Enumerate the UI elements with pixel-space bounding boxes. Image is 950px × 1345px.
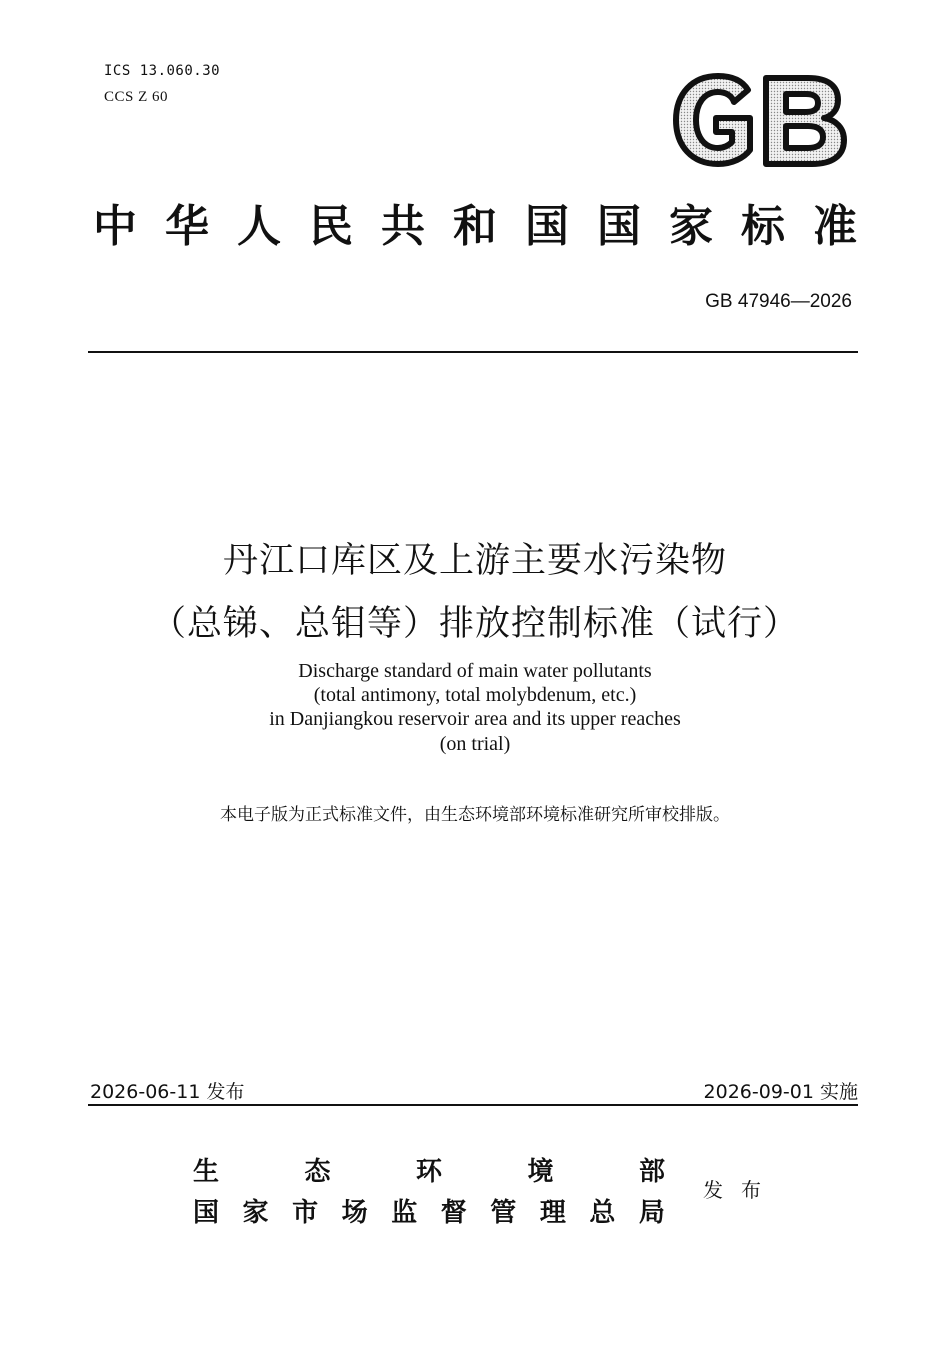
issuer-ministry-char: 境 [527, 1157, 554, 1187]
gb-logo [668, 72, 850, 168]
issuer-ministry-char: 态 [304, 1157, 331, 1187]
top-divider [88, 351, 858, 353]
chinese-title-line-1: 丹江口库区及上游主要水污染物 [222, 541, 727, 581]
issuer-administration [193, 1192, 665, 1229]
issue-date: 2026-06-11 发布 [90, 1081, 245, 1103]
issuer-admin-char: 局 [638, 1198, 665, 1228]
issuer-admin-char: 管 [490, 1198, 517, 1228]
issuer-admin-char: 市 [292, 1198, 319, 1228]
standard-number: GB 47946—2026 [705, 291, 852, 312]
bottom-divider [88, 1104, 858, 1106]
issuer-admin-char: 监 [391, 1198, 418, 1228]
electronic-version-notice: 本电子版为正式标准文件，由生态环境部环境标准研究所审校排版。 [220, 805, 730, 825]
english-title-line-4: (on trial) [439, 733, 511, 755]
ccs-code: CCS Z 60 [104, 89, 169, 105]
english-title-line-1: Discharge standard of main water pollutants [298, 660, 652, 682]
national-standard-title: 中华人民共和国国家标准 [93, 201, 885, 252]
issuer-ministry-char: 环 [415, 1157, 442, 1187]
issuer-admin-char: 理 [539, 1198, 566, 1228]
issuer-admin-char: 家 [242, 1198, 269, 1228]
issuer-admin-char: 国 [193, 1198, 220, 1228]
ics-code: ICS 13.060.30 [104, 63, 221, 79]
issuer-ministry [193, 1151, 665, 1188]
issuer-admin-char: 总 [589, 1198, 616, 1228]
issuer-ministry-char: 部 [638, 1157, 665, 1187]
publish-label: 发布 [703, 1178, 779, 1202]
english-title-line-3: in Danjiangkou reservoir area and its upper reaches [269, 708, 681, 730]
issuer-admin-char: 督 [440, 1198, 467, 1228]
issuer-admin-char: 场 [341, 1198, 368, 1228]
english-title-line-2: (total antimony, total molybdenum, etc.) [313, 684, 637, 706]
issuer-ministry-char: 生 [193, 1157, 220, 1187]
chinese-title-line-2: （总锑、总钼等）排放控制标准（试行） [150, 604, 799, 644]
implementation-date: 2026-09-01 实施 [703, 1081, 858, 1103]
